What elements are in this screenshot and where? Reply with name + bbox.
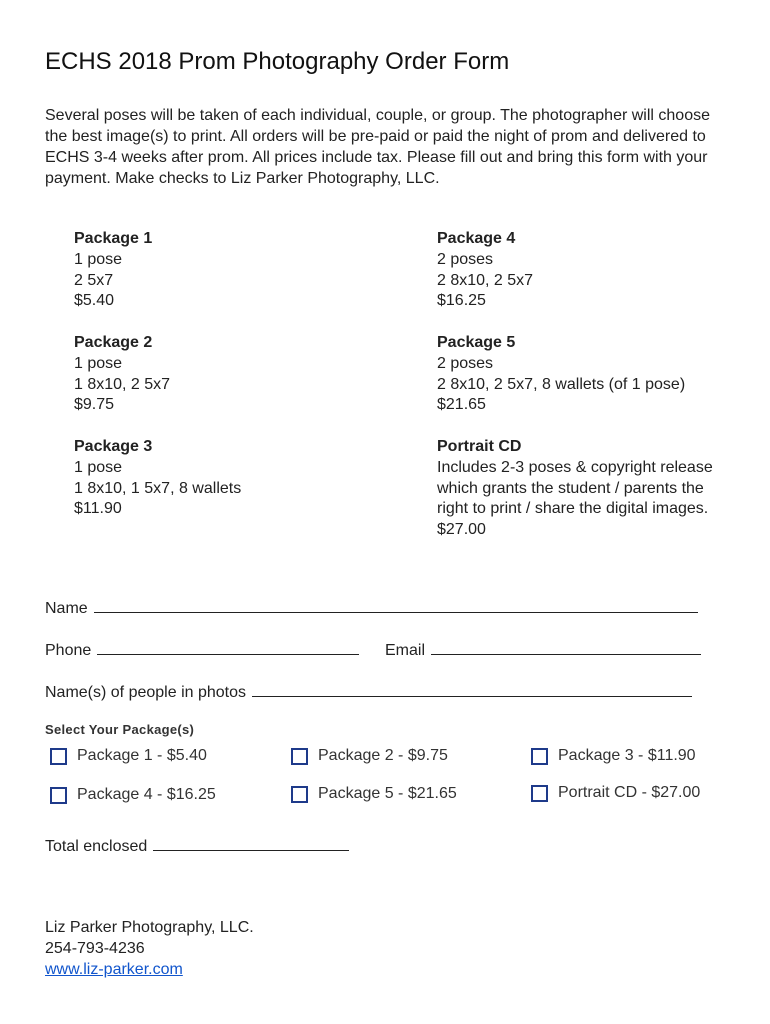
portrait-cd-description: Includes 2-3 poses & copyright release which grants the student / parents the right to print / share the digital images. — [437, 458, 713, 518]
option-package-2[interactable] — [291, 747, 448, 765]
package-5-block — [437, 333, 685, 416]
company-name: Liz Parker Photography, LLC. — [45, 919, 254, 936]
option-package-5[interactable] — [291, 785, 457, 803]
option-package-1-label: Package 1 - $5.40 — [77, 747, 207, 764]
phone-field — [45, 640, 359, 660]
website-link[interactable]: www.liz-parker.com — [45, 961, 183, 978]
option-package-3[interactable] — [531, 747, 696, 765]
package-2-contents: 1 8x10, 2 5x7 — [74, 375, 171, 393]
package-5-contents: 2 8x10, 2 5x7, 8 wallets (of 1 pose) — [437, 375, 686, 393]
package-2-block — [74, 333, 170, 416]
option-portrait-cd-label: Portrait CD - $27.00 — [558, 784, 701, 801]
portrait-cd-price: $27.00 — [437, 521, 486, 539]
package-2-price: $9.75 — [74, 396, 115, 414]
people-input-line[interactable] — [252, 682, 692, 697]
package-2-heading: Package 2 — [74, 334, 153, 351]
page-title: ECHS 2018 Prom Photography Order Form — [45, 48, 510, 75]
package-3-block — [74, 437, 241, 520]
checkbox-portrait-cd[interactable] — [531, 785, 548, 802]
intro-paragraph: Several poses will be taken of each individual, couple, or group. The photographer will choose the best image(s) to print. All orders will be pre-paid or paid the night of prom and delivered to ECHS 3-4 weeks after prom. All prices include tax. Please fill out and bring this form with your payment. Make checks to Liz Parker Photography, LLC. — [45, 107, 710, 187]
package-2-poses: 1 pose — [74, 354, 123, 372]
portrait-cd-heading: Portrait CD — [437, 438, 522, 455]
people-label: Name(s) of people in photos — [45, 684, 246, 701]
package-4-block — [437, 229, 533, 312]
phone-label: Phone — [45, 642, 92, 659]
option-package-4-label: Package 4 - $16.25 — [77, 786, 216, 803]
option-package-5-label: Package 5 - $21.65 — [318, 785, 457, 802]
package-3-poses: 1 pose — [74, 458, 123, 476]
total-label: Total enclosed — [45, 838, 148, 855]
email-field — [385, 640, 701, 660]
package-1-heading: Package 1 — [74, 230, 153, 247]
select-packages-label: Select Your Package(s) — [45, 722, 195, 737]
package-3-heading: Package 3 — [74, 438, 153, 455]
checkbox-package-4[interactable] — [50, 787, 67, 804]
package-1-block — [74, 229, 152, 312]
email-input-line[interactable] — [431, 640, 701, 655]
checkbox-package-5[interactable] — [291, 786, 308, 803]
option-package-4[interactable] — [50, 786, 216, 804]
checkbox-package-1[interactable] — [50, 748, 67, 765]
people-field — [45, 682, 692, 702]
package-5-heading: Package 5 — [437, 334, 516, 351]
package-5-poses: 2 poses — [437, 354, 494, 372]
package-3-contents: 1 8x10, 1 5x7, 8 wallets — [74, 479, 242, 497]
option-package-2-label: Package 2 - $9.75 — [318, 747, 448, 764]
package-1-contents: 2 5x7 — [74, 271, 114, 289]
package-4-heading: Package 4 — [437, 230, 516, 247]
name-field — [45, 598, 698, 618]
package-1-price: $5.40 — [74, 292, 115, 310]
checkbox-package-2[interactable] — [291, 748, 308, 765]
footer-contact — [45, 917, 254, 980]
package-4-price: $16.25 — [437, 292, 486, 310]
option-portrait-cd[interactable] — [531, 784, 700, 802]
total-field — [45, 836, 349, 856]
name-input-line[interactable] — [94, 598, 698, 613]
package-1-poses: 1 pose — [74, 250, 123, 268]
checkbox-package-3[interactable] — [531, 748, 548, 765]
package-4-contents: 2 8x10, 2 5x7 — [437, 271, 534, 289]
option-package-1[interactable] — [50, 747, 207, 765]
option-package-3-label: Package 3 - $11.90 — [558, 747, 696, 764]
package-5-price: $21.65 — [437, 396, 486, 414]
package-3-price: $11.90 — [74, 500, 122, 518]
company-phone: 254-793-4236 — [45, 940, 145, 957]
package-4-poses: 2 poses — [437, 250, 494, 268]
total-input-line[interactable] — [153, 836, 349, 851]
phone-input-line[interactable] — [97, 640, 359, 655]
portrait-cd-block — [437, 437, 737, 541]
name-label: Name — [45, 600, 88, 617]
email-label: Email — [385, 642, 426, 659]
